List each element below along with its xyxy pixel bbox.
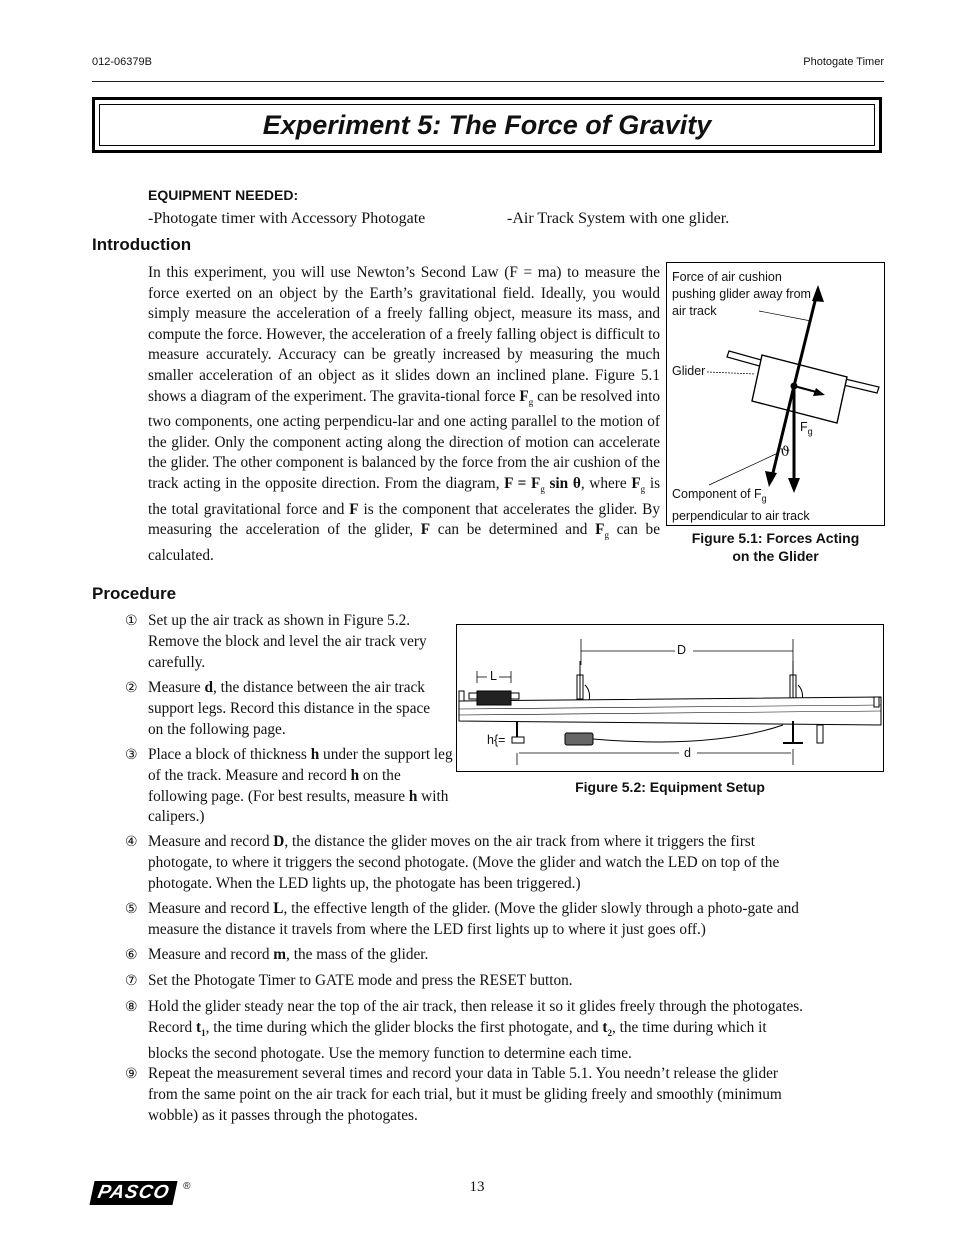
label-h: h{= bbox=[487, 733, 506, 747]
procedure-step: ⑥ Measure and record m, the mass of the glider. bbox=[125, 946, 429, 963]
procedure-step: ⑤ Measure and record L, the effective length of the glider. (Move the glider slowly through a photo-gate and measure the distance it travels from where the LED first lights up to where it just goes off.) bbox=[125, 900, 799, 938]
label-d: d bbox=[684, 746, 691, 760]
figure-forces-diagram bbox=[666, 262, 885, 526]
label-air-cushion-force: Force of air cushion pushing glider away from air track bbox=[672, 270, 811, 318]
introduction-paragraph: In this experiment, you will use Newton’s Second Law (F = ma) to measure the force exerted on an object by the Earth’s gravitational field. Ideally, you would simply measure the acceleration of a freely falling object, measure its mass, and compute the force. However, the acceleration of a freely falling object is difficult to measure accurately. Accuracy can be greatly increased by measuring the much smaller acceleration of an object as it slides down an inclined plane. Figure 5.1 shows a diagram of the experiment. The gravita-tional force $F_g$ can be resolved into two components, one acting perpendicu-lar and one acting parallel to the motion of the glider. Only the component acting along the direction of motion can accelerate the glider. The other component is balanced by the force from the air cushion of the track acting in the opposite direction. From the diagram, $F = F_g$ sin θ, where $F_g$ is the total gravitational force and F is the component that accelerates the glider. By measuring the acceleration of the glider, F can be determined and $F_g$ can be calculated. bbox=[148, 264, 661, 564]
procedure-step: ① Set up the air track as shown in Figure 5.2. Remove the block and level the air track very carefully. bbox=[125, 612, 427, 671]
procedure-step: ⑨ Repeat the measurement several times and record your data in Table 5.1. You needn’t release the glider from the same point on the air track for each trial, but it must be gliding freely and smoothly (minimum wobble) as it passes through the photogates. bbox=[125, 1065, 782, 1124]
figure-equipment-setup bbox=[456, 624, 884, 772]
title-box bbox=[92, 97, 882, 153]
figure-5-1-caption: Figure 5.1: Forces Acting on the Glider bbox=[691, 530, 860, 564]
procedure-heading: Procedure bbox=[92, 584, 177, 603]
label-fg: $F_g$ bbox=[800, 420, 813, 437]
procedure-step: ③ Place a block of thickness h under the support leg of the track. Measure and record h on the following page. (For best results, measure h with calipers.) bbox=[125, 746, 453, 826]
equipment-item-air-track: -Air Track System with one glider. bbox=[507, 210, 730, 227]
label-theta: ϑ bbox=[780, 444, 791, 460]
procedure-step: ⑦ Set the Photogate Timer to GATE mode and press the RESET button. bbox=[125, 972, 573, 989]
figure-5-2-caption: Figure 5.2: Equipment Setup bbox=[575, 779, 765, 795]
equipment-heading: EQUIPMENT NEEDED: bbox=[148, 187, 299, 203]
page-number: 13 bbox=[469, 1179, 485, 1195]
procedure-step: ⑧ Hold the glider steady near the top of the air track, then release it so it glides freely through the photogates. Record $t_1$, the time during which the glider blocks the first photogate, and $t_2$, the time during which it blocks the second photogate. Use the memory function to determine each time. bbox=[125, 998, 804, 1062]
product-name: Photogate Timer bbox=[803, 56, 884, 68]
equipment-item-photogate: -Photogate timer with Accessory Photogate bbox=[148, 210, 426, 227]
doc-number: 012-06379B bbox=[92, 56, 152, 68]
procedure-step: ② Measure d, the distance between the air track support legs. Record this distance in the space on the following page. bbox=[125, 679, 431, 738]
page-title: Experiment 5: The Force of Gravity bbox=[262, 110, 712, 140]
equipment-setup-svg bbox=[457, 625, 883, 771]
registered-mark: ® bbox=[183, 1181, 191, 1192]
label-perpendicular-component: Component of $F_g$ perpendicular to air track bbox=[672, 487, 810, 523]
logo-wordmark: PASCO bbox=[89, 1181, 177, 1205]
procedure-step: ④ Measure and record D, the distance the glider moves on the air track from where it triggers the first photogate, to where it triggers the second photogate. (Move the glider and watch the LED on top of the photogate. When the LED lights up, the photogate has been triggered.) bbox=[125, 833, 780, 892]
introduction-heading: Introduction bbox=[92, 235, 192, 254]
header-rule bbox=[92, 81, 884, 82]
label-D: D bbox=[677, 643, 687, 657]
label-glider: Glider bbox=[672, 364, 706, 378]
label-L: L bbox=[490, 669, 497, 683]
